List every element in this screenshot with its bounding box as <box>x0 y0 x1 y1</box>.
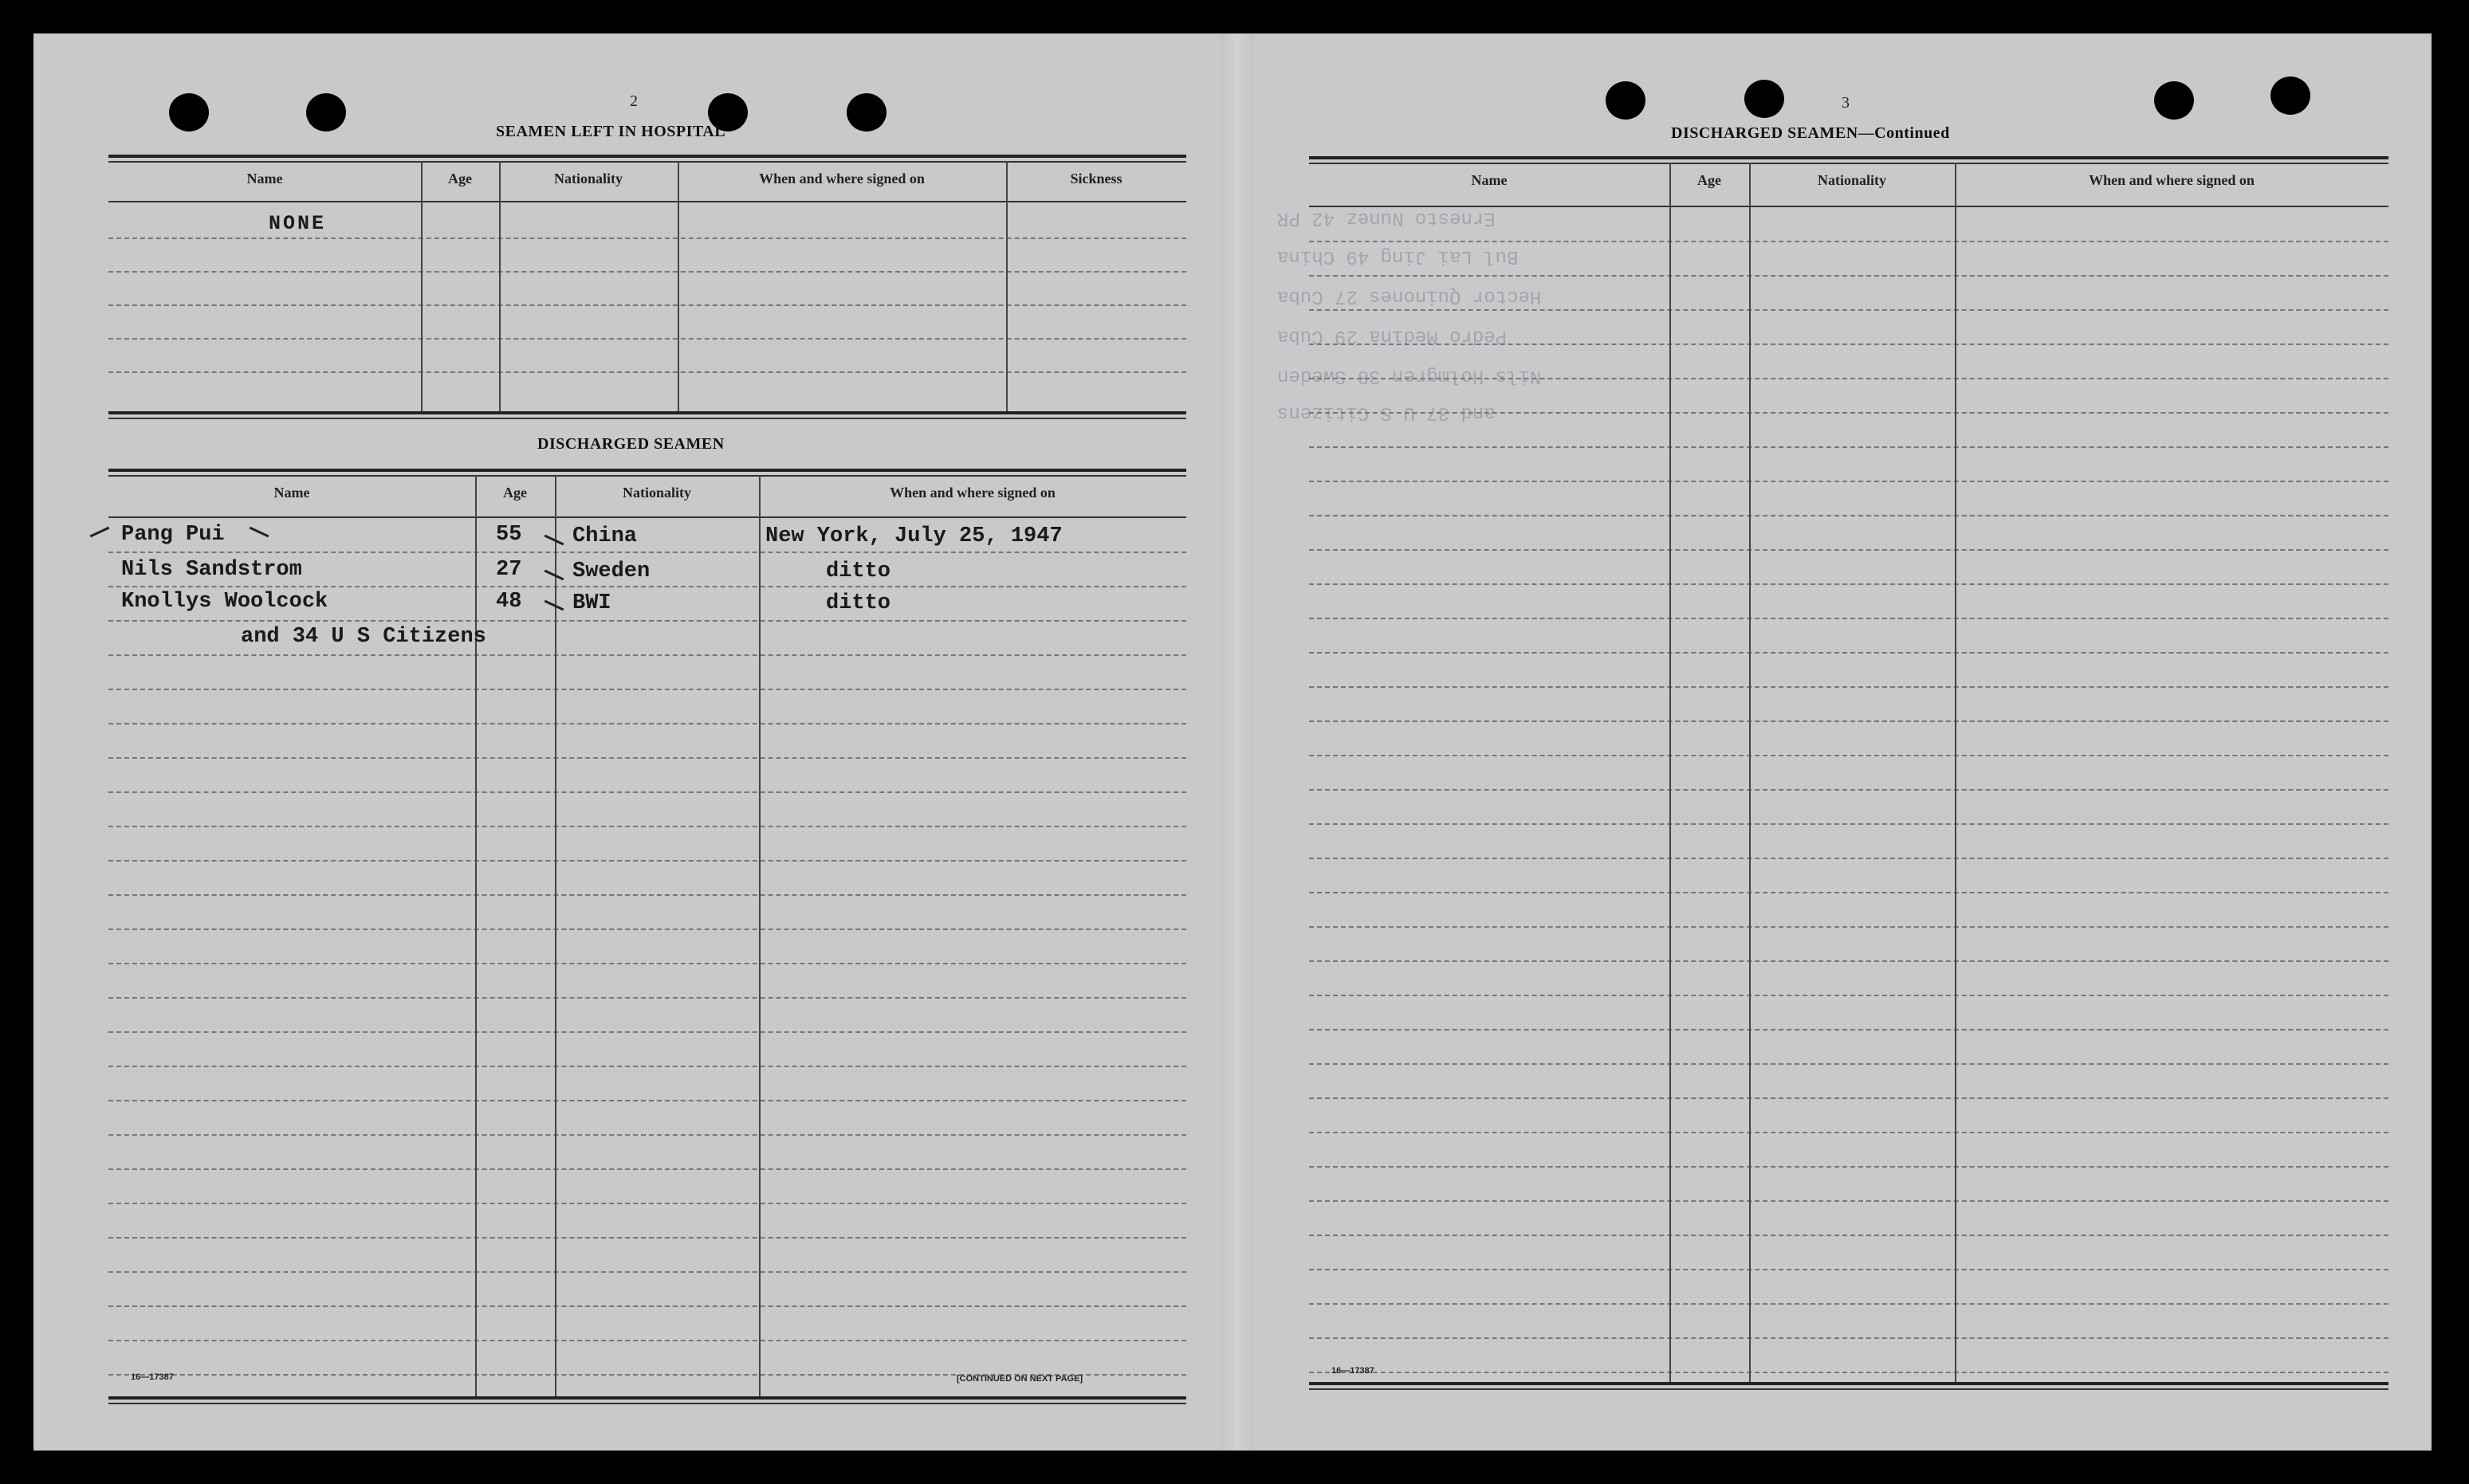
check-mark <box>90 527 110 538</box>
row-rule <box>1309 275 2388 277</box>
column-rule <box>759 475 761 1396</box>
row-rule <box>108 371 1186 373</box>
column-rule <box>1749 163 1751 1382</box>
check-mark <box>545 600 564 611</box>
table-rule <box>108 155 1186 158</box>
check-mark <box>545 570 564 581</box>
table-rule <box>1309 1382 2388 1385</box>
row-rule <box>108 723 1186 724</box>
column-rule <box>499 161 501 411</box>
row-rule <box>1309 549 2388 551</box>
row-rule <box>108 826 1186 827</box>
row-rule <box>1309 720 2388 722</box>
row-rule <box>108 1031 1186 1033</box>
row-rule <box>1309 618 2388 619</box>
table-rule <box>108 161 1186 163</box>
bleed-through: Hector Quinones 27 Cuba <box>1277 285 1542 307</box>
form-number: 16—17387 <box>131 1372 174 1382</box>
seaman-age: 48 <box>496 590 522 614</box>
bleed-through: Ernesto Nunez 42 PR <box>1277 207 1496 229</box>
row-rule <box>108 1134 1186 1136</box>
row-rule <box>108 997 1186 999</box>
table-rule <box>108 516 1186 518</box>
column-header: Nationality <box>553 171 623 186</box>
punch-hole <box>306 93 346 132</box>
row-rule <box>1309 926 2388 928</box>
row-rule <box>108 586 1186 587</box>
table-rule <box>1309 1388 2388 1390</box>
section-title <box>1671 124 1950 143</box>
punch-hole <box>847 93 887 132</box>
row-rule <box>108 1168 1186 1170</box>
row-rule <box>108 963 1186 964</box>
table-rule <box>108 201 1186 202</box>
table-rule <box>108 411 1186 414</box>
row-rule <box>1309 481 2388 482</box>
column-header: Nationality <box>622 485 691 501</box>
hospital-entry: NONE <box>269 212 327 235</box>
seaman-name: Pang Pui <box>121 523 225 547</box>
column-header: When and where signed on <box>2089 172 2255 188</box>
bleed-through: Bul Lai Jing 49 China <box>1277 245 1519 267</box>
row-rule <box>108 1305 1186 1307</box>
check-mark <box>545 535 564 546</box>
table-rule <box>1309 206 2388 207</box>
row-rule <box>108 1271 1186 1273</box>
row-rule <box>1309 309 2388 311</box>
column-rule <box>421 161 423 411</box>
column-header: Age <box>448 171 472 186</box>
row-rule <box>1309 892 2388 893</box>
table-rule <box>1309 163 2388 164</box>
row-rule <box>108 757 1186 759</box>
page-fold <box>1221 33 1253 1451</box>
row-rule <box>108 1100 1186 1101</box>
column-header: Age <box>503 485 527 501</box>
column-header: Nationality <box>1817 172 1886 188</box>
row-rule <box>1309 515 2388 516</box>
seaman-name: Knollys Woolcock <box>121 590 328 614</box>
column-header: Name <box>273 485 310 501</box>
row-rule <box>1309 1235 2388 1236</box>
row-rule <box>108 654 1186 656</box>
row-rule <box>108 791 1186 793</box>
row-rule <box>108 1066 1186 1067</box>
citizens-note: and 34 U S Citizens <box>241 625 486 649</box>
continued-note: [CONTINUED ON NEXT PAGE] <box>957 1374 1083 1384</box>
column-header: Name <box>1471 172 1508 188</box>
table-rule <box>108 1396 1186 1400</box>
column-header: When and where signed on <box>759 171 925 186</box>
column-rule <box>1006 161 1008 411</box>
column-rule <box>1669 163 1671 1382</box>
seaman-age: 27 <box>496 558 522 582</box>
row-rule <box>108 552 1186 553</box>
section-title-suffix: —Continued <box>1858 124 1950 142</box>
row-rule <box>108 894 1186 896</box>
row-rule <box>108 860 1186 862</box>
signed-on: ditto <box>826 591 891 615</box>
row-rule <box>108 271 1186 273</box>
row-rule <box>1309 412 2388 414</box>
row-rule <box>108 928 1186 930</box>
column-rule <box>555 475 556 1396</box>
section-title-main: DISCHARGED SEAMEN <box>1671 124 1858 142</box>
section-title: SEAMEN LEFT IN HOSPITAL <box>496 123 726 140</box>
row-rule <box>1309 1166 2388 1168</box>
table-rule <box>108 475 1186 477</box>
row-rule <box>1309 755 2388 756</box>
table-rule <box>108 418 1186 419</box>
bleed-through: Nils Holmgren 38 Sweden <box>1277 365 1542 387</box>
row-rule <box>1309 686 2388 688</box>
column-rule <box>1955 163 1956 1382</box>
table-rule <box>108 469 1186 472</box>
punch-hole <box>2154 81 2194 120</box>
seaman-nationality: Sweden <box>572 559 651 583</box>
section-title: DISCHARGED SEAMEN <box>537 435 725 453</box>
row-rule <box>1309 789 2388 791</box>
row-rule <box>108 1237 1186 1239</box>
seaman-nationality: China <box>572 524 638 548</box>
column-rule <box>475 475 477 1396</box>
row-rule <box>1309 1200 2388 1202</box>
seaman-nationality: BWI <box>572 591 611 615</box>
row-rule <box>1309 995 2388 996</box>
column-header: Age <box>1697 172 1721 188</box>
row-rule <box>1309 858 2388 859</box>
check-mark <box>250 527 269 538</box>
punch-hole <box>169 93 209 132</box>
punch-hole <box>1744 80 1784 118</box>
row-rule <box>1309 1063 2388 1065</box>
form-number: 16—17387 <box>1331 1366 1374 1376</box>
document-sheet <box>33 33 2432 1451</box>
row-rule <box>108 1203 1186 1204</box>
row-rule <box>1309 344 2388 345</box>
row-rule <box>1309 378 2388 379</box>
row-rule <box>1309 1132 2388 1133</box>
signed-on: ditto <box>826 559 891 583</box>
row-rule <box>108 238 1186 239</box>
row-rule <box>1309 652 2388 654</box>
page-number: 3 <box>1842 94 1850 112</box>
table-rule <box>108 1403 1186 1404</box>
row-rule <box>1309 1269 2388 1270</box>
table-rule <box>1309 156 2388 159</box>
bleed-through: Pedro Medina 29 Cuba <box>1277 325 1508 347</box>
row-rule <box>1309 1029 2388 1031</box>
page-number: 2 <box>630 92 638 110</box>
punch-hole <box>1606 81 1645 120</box>
row-rule <box>108 620 1186 622</box>
row-rule <box>1309 1097 2388 1099</box>
row-rule <box>1309 1303 2388 1305</box>
row-rule <box>1309 583 2388 585</box>
column-header: When and where signed on <box>890 485 1056 501</box>
row-rule <box>1309 823 2388 825</box>
row-rule <box>1309 1372 2388 1373</box>
row-rule <box>108 338 1186 340</box>
row-rule <box>1309 960 2388 962</box>
column-rule <box>678 161 679 411</box>
punch-hole <box>2270 77 2310 115</box>
row-rule <box>1309 1337 2388 1339</box>
column-header: Name <box>246 171 283 186</box>
seaman-age: 55 <box>496 523 522 547</box>
row-rule <box>1309 241 2388 242</box>
row-rule <box>108 1340 1186 1341</box>
column-header: Sickness <box>1070 171 1122 186</box>
seaman-name: Nils Sandstrom <box>121 558 302 582</box>
bleed-through: and 37 U S Citizens <box>1277 402 1496 423</box>
signed-on: New York, July 25, 1947 <box>765 524 1063 548</box>
row-rule <box>1309 446 2388 448</box>
row-rule <box>108 689 1186 690</box>
row-rule <box>108 304 1186 306</box>
